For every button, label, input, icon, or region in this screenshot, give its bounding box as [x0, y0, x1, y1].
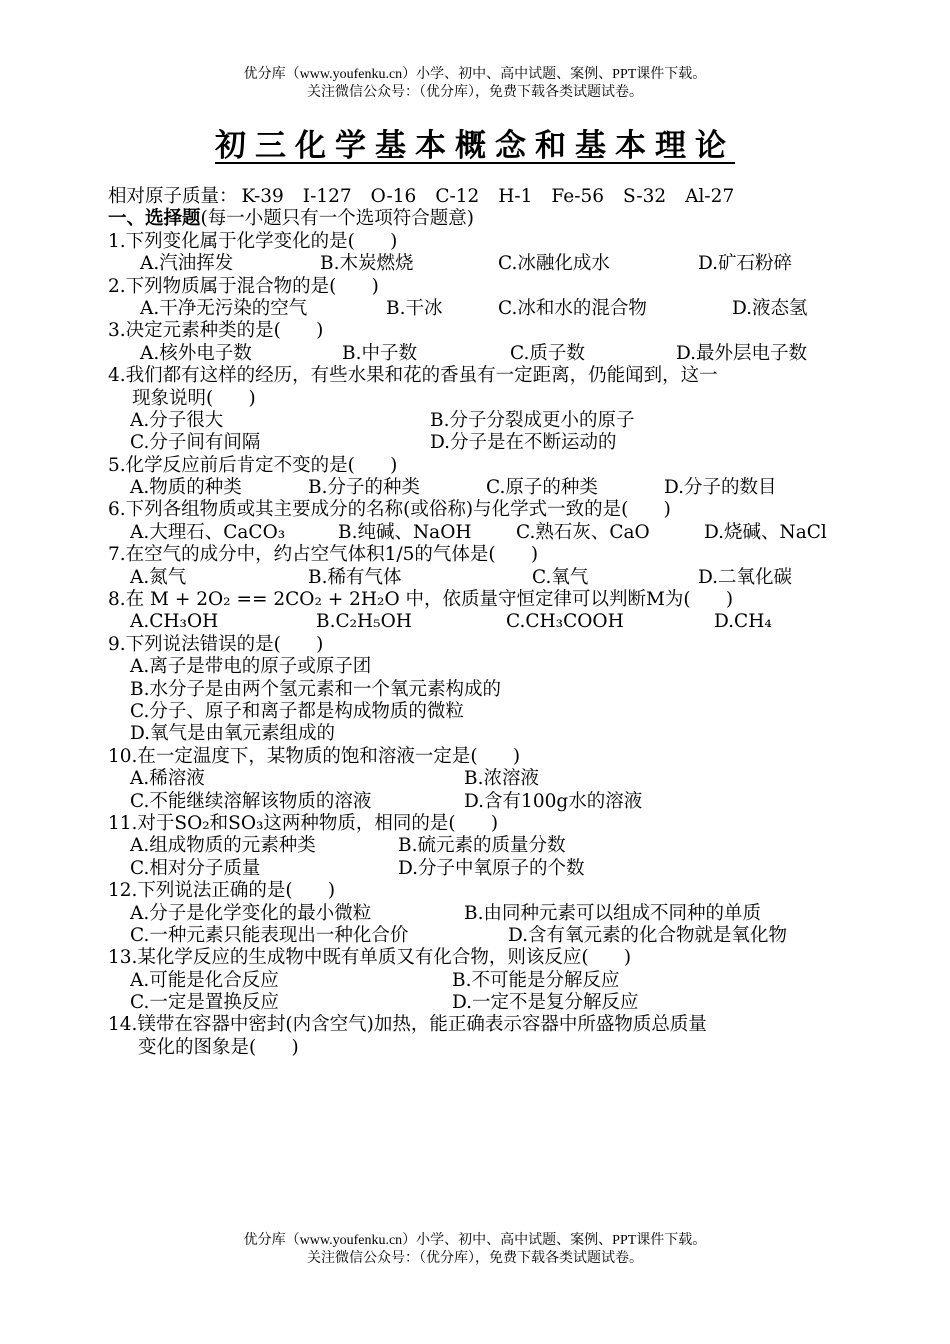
- option-c: C.CH₃COOH: [506, 611, 624, 633]
- section-title: 一、选择题: [108, 208, 201, 230]
- option-a: A.核外电子数: [140, 342, 252, 364]
- question-9-option-c: [108, 701, 868, 723]
- option-b: B.纯碱、NaOH: [338, 521, 472, 543]
- question-10-options-row1: [108, 768, 868, 790]
- option-c: C.一种元素只能表现出一种化合价: [130, 924, 409, 946]
- atomic-mass-item: Al-27: [685, 186, 735, 207]
- option-b: B.干冰: [386, 297, 443, 319]
- option-c: C.不能继续溶解该物质的溶液: [130, 790, 372, 812]
- question-1-options: [108, 253, 868, 275]
- option-b: B.木炭燃烧: [320, 253, 414, 275]
- option-a: A.干净无污染的空气: [140, 297, 308, 319]
- option-d: D.分子的数目: [664, 477, 777, 499]
- option-c: C.氧气: [532, 566, 589, 588]
- footer-line-2: 关注微信公众号：（优分库），免费下载各类试题试卷。: [307, 1251, 643, 1266]
- option-d: D.一定不是复分解反应: [452, 992, 639, 1014]
- option-a: A.可能是化合反应: [130, 969, 279, 991]
- atomic-mass-item: S-32: [623, 186, 667, 207]
- option-c: C.原子的种类: [486, 477, 598, 499]
- option-a: A.物质的种类: [130, 477, 242, 499]
- question-14-stem: 14.镁带在容器中密封(内含空气)加热，能正确表示容器中所盛物质总质量: [108, 1014, 707, 1036]
- option-c: C.冰融化成水: [498, 253, 610, 275]
- question-9-stem: 9.下列说法错误的是( ): [108, 633, 324, 655]
- page-footer: [0, 1232, 950, 1268]
- option-d: D.最外层电子数: [676, 342, 808, 364]
- option-d: D.含有氧元素的化合物就是氧化物: [508, 924, 788, 946]
- question-9-option-d: [108, 723, 868, 745]
- header-line-1: 优分库（www.youfenku.cn）小学、初中、高中试题、案例、PPT课件下载。: [243, 67, 707, 82]
- question-1-stem: 1.下列变化属于化学变化的是( ): [108, 230, 398, 252]
- header-line-2: 关注微信公众号：（优分库），免费下载各类试题试卷。: [307, 85, 643, 100]
- option-a: A.大理石、CaCO₃: [130, 521, 286, 543]
- option-b: B.分子的种类: [308, 477, 420, 499]
- option-c: C.冰和水的混合物: [498, 297, 647, 319]
- option-d: D.烧碱、NaCl: [704, 521, 827, 543]
- option-a: A.稀溶液: [130, 768, 205, 790]
- question-10-options-row2: [108, 791, 868, 813]
- atomic-mass-item: K-39: [241, 186, 284, 207]
- atomic-mass-item: C-12: [435, 186, 480, 207]
- question-12-options-row2: [108, 925, 868, 947]
- question-9-option-b: [108, 679, 868, 701]
- question-11-options-row1: [108, 835, 868, 857]
- question-8-options: [108, 611, 868, 633]
- atomic-mass-item: H-1: [498, 186, 533, 207]
- option-b: B.水分子是由两个氢元素和一个氧元素构成的: [130, 678, 501, 700]
- question-2-options: [108, 298, 868, 320]
- page-header: [0, 66, 950, 102]
- question-4-options-row1: [108, 410, 868, 432]
- question-14-stem-cont: 变化的图象是( ): [138, 1036, 299, 1058]
- option-c: C.相对分子质量: [130, 857, 261, 879]
- option-a: A.离子是带电的原子或原子团: [130, 656, 372, 678]
- question-10-stem: 10.在一定温度下，某物质的饱和溶液一定是( ): [108, 745, 521, 767]
- option-d: D.含有100g水的溶液: [464, 790, 643, 812]
- question-5-options: [108, 477, 868, 499]
- option-b: B.中子数: [342, 342, 417, 364]
- option-b: B.浓溶液: [464, 768, 539, 790]
- atomic-masses: [108, 186, 868, 208]
- question-7-options: [108, 567, 868, 589]
- footer-line-1: 优分库（www.youfenku.cn）小学、初中、高中试题、案例、PPT课件下载。: [243, 1233, 707, 1248]
- question-8-stem: 8.在 M + 2O₂ == 2CO₂ + 2H₂O 中，依质量守恒定律可以判断M为( ): [108, 589, 734, 611]
- page-title: [0, 126, 950, 166]
- option-c: C.分子、原子和离子都是构成物质的微粒: [130, 700, 464, 722]
- option-b: B.分子分裂成更小的原子: [430, 409, 635, 431]
- atomic-mass-item: O-16: [370, 186, 417, 207]
- option-d: D.分子中氧原子的个数: [398, 857, 585, 879]
- option-b: B.稀有气体: [308, 566, 402, 588]
- option-c: C.一定是置换反应: [130, 992, 279, 1014]
- option-d: D.液态氢: [732, 297, 808, 319]
- option-b: B.由同种元素可以组成不同种的单质: [464, 902, 761, 924]
- option-d: D.矿石粉碎: [698, 253, 793, 275]
- option-a: A.汽油挥发: [140, 253, 234, 275]
- option-c: C.质子数: [510, 342, 585, 364]
- question-11-stem: 11.对于SO₂和SO₃这两种物质，相同的是( ): [108, 812, 499, 834]
- question-3-options: [108, 343, 868, 365]
- option-c: C.分子间有间隔: [130, 432, 261, 454]
- option-d: D.氧气是由氧元素组成的: [130, 723, 336, 745]
- question-12-options-row1: [108, 903, 868, 925]
- option-c: C.熟石灰、CaO: [516, 521, 650, 543]
- question-2-stem: 2.下列物质属于混合物的是( ): [108, 275, 379, 297]
- atomic-mass-item: I-127: [302, 186, 352, 207]
- option-d: D.CH₄: [714, 611, 772, 633]
- option-a: A.CH₃OH: [130, 611, 219, 633]
- question-6-stem: 6.下列各组物质或其主要成分的名称(或俗称)与化学式一致的是( ): [108, 499, 671, 521]
- question-3-stem: 3.决定元素种类的是( ): [108, 320, 324, 342]
- question-11-options-row2: [108, 858, 868, 880]
- question-12-stem: 12.下列说法正确的是( ): [108, 880, 336, 902]
- question-13-options-row1: [108, 970, 868, 992]
- option-b: B.C₂H₅OH: [316, 611, 412, 633]
- option-a: A.分子很大: [130, 409, 224, 431]
- option-d: D.二氧化碳: [698, 566, 793, 588]
- question-13-stem: 13.某化学反应的生成物中既有单质又有化合物，则该反应( ): [108, 947, 632, 969]
- question-4-options-row2: [108, 432, 868, 454]
- option-b: B.硫元素的质量分数: [398, 835, 566, 857]
- atomic-mass-item: Fe-56: [551, 186, 604, 207]
- option-a: A.分子是化学变化的最小微粒: [130, 902, 372, 924]
- option-a: A.组成物质的元素种类: [130, 835, 316, 857]
- question-9-option-a: [108, 656, 868, 678]
- page-title-text: 初三化学基本概念和基本理论: [215, 128, 735, 164]
- question-4-stem: 4.我们都有这样的经历，有些水果和花的香虽有一定距离，仍能闻到，这一: [108, 365, 718, 387]
- option-a: A.氮气: [130, 566, 187, 588]
- question-6-options: [108, 522, 868, 544]
- question-13-options-row2: [108, 992, 868, 1014]
- option-b: B.不可能是分解反应: [452, 969, 620, 991]
- question-5-stem: 5.化学反应前后肯定不变的是( ): [108, 454, 398, 476]
- atomic-masses-label: 相对原子质量：: [108, 186, 238, 207]
- question-4-stem-cont: 现象说明( ): [132, 387, 256, 409]
- exam-body: [108, 186, 868, 1059]
- section-note: (每一小题只有一个选项符合题意): [200, 208, 474, 230]
- question-7-stem: 7.在空气的成分中，约占空气体积1/5的气体是( ): [108, 544, 539, 566]
- section-heading: [108, 208, 868, 230]
- option-d: D.分子是在不断运动的: [430, 432, 617, 454]
